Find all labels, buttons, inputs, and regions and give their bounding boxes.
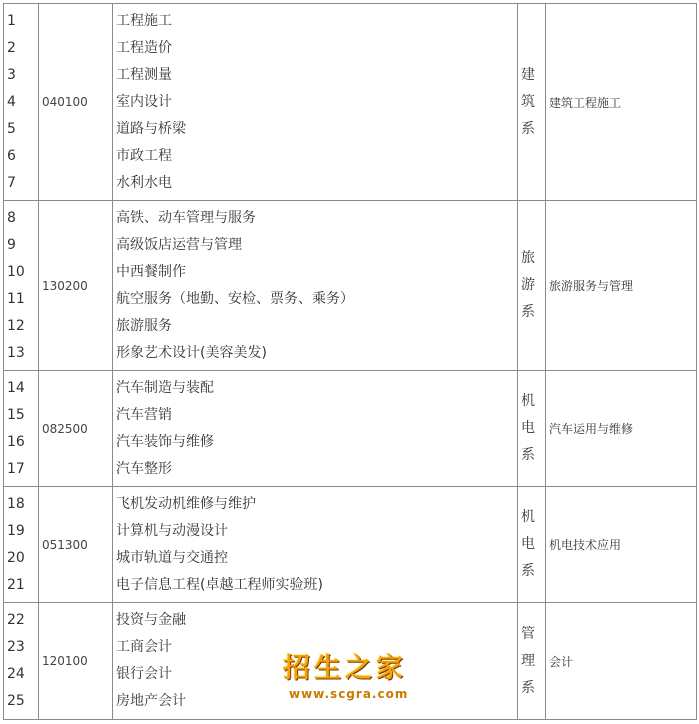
department-cell	[518, 4, 546, 201]
major-list-cell	[113, 201, 518, 371]
row-number: 14	[7, 379, 25, 396]
major-name: 形象艺术设计(美容美发)	[116, 344, 267, 361]
row-number: 6	[7, 147, 16, 164]
major-name: 高级饭店运营与管理	[116, 236, 242, 253]
department-char: 筑	[521, 93, 535, 110]
major-name: 投资与金融	[116, 612, 186, 628]
row-number: 1	[7, 12, 16, 29]
department-char: 建	[521, 66, 535, 83]
department-cell	[518, 201, 546, 371]
department-char: 系	[521, 447, 535, 463]
major-name: 高铁、动车管理与服务	[116, 209, 256, 226]
specialty-cell: 机电技术应用	[546, 487, 697, 603]
major-name: 水利水电	[116, 174, 172, 191]
specialty-cell: 旅游服务与管理	[546, 201, 697, 371]
major-code-cell: 082500	[39, 371, 113, 487]
major-name: 银行会计	[116, 666, 172, 682]
major-code-cell: 051300	[39, 487, 113, 603]
row-number: 4	[7, 93, 16, 110]
row-number: 16	[7, 433, 25, 450]
major-name: 工商会计	[116, 639, 172, 655]
major-name: 汽车装饰与维修	[116, 433, 214, 450]
row-number: 15	[7, 406, 25, 423]
row-number: 10	[7, 263, 25, 280]
watermark-url: www.scgra.com	[289, 687, 409, 701]
department-char: 旅	[521, 250, 535, 266]
department-cell	[518, 487, 546, 603]
row-number: 24	[7, 666, 25, 682]
row-number: 18	[7, 495, 25, 512]
row-number: 20	[7, 549, 25, 566]
row-number: 9	[7, 236, 16, 253]
major-name: 城市轨道与交通控	[116, 549, 228, 566]
major-name: 电子信息工程(卓越工程师实验班)	[116, 576, 323, 593]
row-number: 12	[7, 317, 25, 334]
major-list-cell	[113, 4, 518, 201]
row-numbers-cell	[4, 4, 39, 201]
table-row	[4, 4, 697, 201]
row-number: 13	[7, 344, 25, 361]
department-char: 系	[521, 563, 535, 579]
major-name: 工程测量	[116, 66, 172, 83]
major-name: 中西餐制作	[116, 263, 186, 280]
table-row	[4, 371, 697, 487]
major-name: 市政工程	[116, 147, 172, 164]
major-name: 汽车制造与装配	[116, 379, 214, 396]
row-number: 25	[7, 693, 25, 709]
department-char: 电	[521, 420, 535, 436]
table-row	[4, 487, 697, 603]
row-number: 21	[7, 576, 25, 593]
department-char: 机	[521, 509, 535, 525]
major-name: 工程施工	[116, 12, 172, 29]
department-char: 机	[521, 393, 535, 409]
department-cell	[518, 603, 546, 720]
major-name: 房地产会计	[116, 693, 186, 709]
row-number: 19	[7, 522, 25, 539]
row-numbers-cell	[4, 371, 39, 487]
department-cell	[518, 371, 546, 487]
row-numbers-cell	[4, 201, 39, 371]
watermark-title: 招生之家	[283, 653, 407, 684]
row-numbers-cell	[4, 487, 39, 603]
major-name: 飞机发动机维修与维护	[116, 495, 256, 512]
table-row	[4, 201, 697, 371]
row-number: 23	[7, 639, 25, 655]
major-name: 旅游服务	[116, 317, 172, 334]
row-number: 17	[7, 460, 25, 477]
major-name: 室内设计	[116, 93, 172, 110]
department-char: 管	[521, 625, 535, 642]
major-list-cell	[113, 487, 518, 603]
major-code-cell: 130200	[39, 201, 113, 371]
major-code-cell: 040100	[39, 4, 113, 201]
department-char: 系	[521, 679, 535, 696]
major-name: 工程造价	[116, 39, 172, 56]
row-number: 11	[7, 290, 25, 307]
specialty-cell: 建筑工程施工	[546, 4, 697, 201]
majors-table	[3, 3, 697, 720]
row-number: 5	[7, 120, 16, 137]
major-name: 道路与桥梁	[116, 120, 186, 137]
department-char: 电	[521, 536, 535, 552]
row-number: 22	[7, 612, 25, 628]
department-char: 理	[521, 652, 535, 669]
department-char: 系	[521, 304, 535, 320]
major-code-cell: 120100	[39, 603, 113, 720]
department-char: 系	[521, 120, 535, 137]
row-number: 2	[7, 39, 16, 56]
row-number: 8	[7, 209, 16, 226]
row-number: 3	[7, 66, 16, 83]
major-name: 汽车营销	[116, 406, 172, 423]
major-name: 计算机与动漫设计	[116, 522, 228, 539]
majors-table-body	[4, 4, 697, 720]
specialty-cell: 会计	[546, 603, 697, 720]
row-number: 7	[7, 174, 16, 191]
major-name: 航空服务（地勤、安检、票务、乘务）	[116, 290, 354, 307]
department-char: 游	[521, 277, 535, 293]
row-numbers-cell	[4, 603, 39, 720]
major-list-cell	[113, 371, 518, 487]
major-name: 汽车整形	[116, 460, 172, 477]
specialty-cell: 汽车运用与维修	[546, 371, 697, 487]
watermark-logo	[283, 652, 423, 710]
